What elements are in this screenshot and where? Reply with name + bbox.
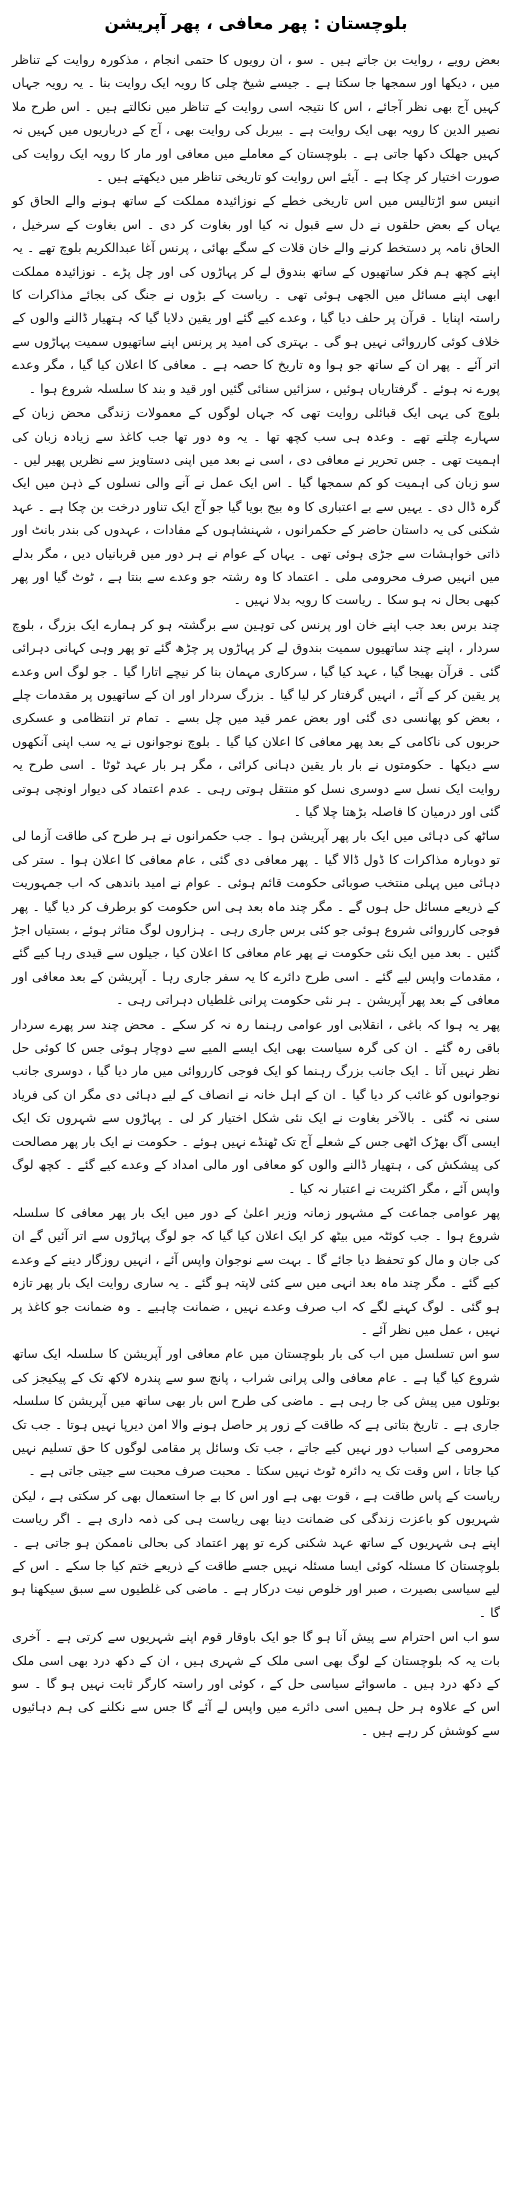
- article-headline: بلوچستان : پھر معافی ، پھر آپریشن: [104, 14, 408, 34]
- article-paragraph-1: بعض رویے ، روایت بن جاتے ہیں ۔ سو ، ان رویوں کا حتمی انجام ، مذکورہ روایت کے تناظر میں ، دیکھا اور سمجھا جا سکتا ہے ۔ جیسے شیخ چلی کا رویہ ایک روایت بنا ۔ یہ رویہ جہاں کہیں آج بھی نظر آجائے ، اس کا نتیجہ اسی روایت کے تناظر میں نکالتے ہیں ۔ اس طرح ملا نصیر الدین کا رویہ بھی ایک روایت ہے ۔ بیربل کی روایت بھی ، آج کے درباریوں میں کہیں نہ کہیں جھلک دکھا جاتی ہے ۔ بلوچستان کے معاملے میں معافی اور مار کا رویہ ایک روایت کی صورت اختیار کر چکا ہے ۔ آیئے اس روایت کو تاریخی تناظر میں دیکھتے ہیں ۔: [12, 52, 500, 185]
- article-paragraph-3: بلوچ کی یہی ایک قبائلی روایت تھی کہ جہاں لوگوں کے معمولات زندگی محض زبان کے سہارے چلتے تھے ۔ وعدہ ہی سب کچھ تھا ۔ یہ وہ دور تھا جب کاغذ سے زیادہ زبان کی اہمیت تھی ۔ جس تحریر نے معافی دی ، اسی نے بعد میں اپنی دستاویز سے نظریں پھیر لیں ۔ سو زبان کی اہمیت کو کم سمجھا گیا ۔ اس ایک عمل نے آنے والی نسلوں کے ذہن میں ایک گرہ ڈال دی ۔ یہیں سے بے اعتباری کا وہ بیج بویا گیا جو آج ایک تناور درخت بن چکا ہے ۔ عہد شکنی کی یہ داستان حاضر کے حکمرانوں ، شہنشاہوں کے مفادات ، عہدوں کی بندر بانٹ اور ذاتی خواہشات سے جڑی ہوئی تھی ۔ یہاں کے عوام نے ہر دور میں قربانیاں دیں ، مگر بدلے میں انہیں صرف محرومی ملی ۔ اعتماد کا وہ رشتہ جو وعدے سے بنتا ہے ، ٹوٹ گیا اور پھر کبھی بحال نہ ہو سکا ۔ ریاست کا رویہ بدلا نہیں ۔: [12, 405, 500, 608]
- article-paragraph-6: پھر یہ ہوا کہ باغی ، انقلابی اور عوامی رہنما رہ نہ کر سکے ۔ محض چند سر پھرے سردار باقی رہ گئے ۔ ان کی گرہ سیاست بھی ایک ایسے المیے سے دوچار ہوئی جس کا کوئی حل نظر نہیں آتا ۔ ایک جانب بزرگ رہنما کو ایک فوجی کارروائی میں مار دیا گیا ، دوسری جانب نوجوانوں کو غائب کر دیا گیا ۔ ان کے اہل خانہ نے انصاف کے لیے دہائی دی مگر ان کی فریاد سنی نہ گئی ۔ بالآخر بغاوت نے ایک نئی شکل اختیار کر لی ۔ پہاڑوں سے شہروں تک ایک ایسی آگ بھڑک اٹھی جس کے شعلے آج تک ٹھنڈے نہیں ہوئے ۔ حکومت نے ایک بار پھر مصالحت کی پیشکش کی ، ہتھیار ڈالنے والوں کو معافی اور مالی امداد کے وعدے کیے گئے ۔ کچھ لوگ واپس آئے ، مگر اکثریت نے اعتبار نہ کیا ۔: [12, 1016, 500, 1196]
- article-paragraph-4: چند برس بعد جب اپنے خان اور پرنس کی توہین سے برگشتہ ہو کر ہمارے ایک بزرگ ، بلوچ سردار ، اپنے چند ساتھیوں سمیت بندوق لے کر پہاڑوں پر چڑھ گئے تو پھر وہی کہانی دہرائی گئی ۔ قرآن بھیجا گیا ، عہد کیا گیا ، سرکاری مہمان بنا کر نیچے اتارا گیا ۔ جو لوگ اس وعدے پر یقین کر کے آئے ، انہیں گرفتار کر لیا گیا ۔ بزرگ سردار اور ان کے ساتھیوں پر مقدمات چلے ، بعض کو پھانسی دی گئی اور بعض عمر قید میں چل بسے ۔ تمام تر انتظامی و عسکری حربوں کی ناکامی کے بعد پھر معافی کا اعلان کیا گیا ۔ بلوچ نوجوانوں نے یہ سب اپنی آنکھوں سے دیکھا ۔ حکومتوں نے بار بار یقین دہانی کرائی ، مگر ہر بار عہد ٹوٹا ۔ اسی طرح یہ روایت ایک نسل سے دوسری نسل کو منتقل ہوتی رہی ۔ عدم اعتماد کی دیوار اونچی ہوتی گئی اور درمیان کا فاصلہ بڑھتا چلا گیا ۔: [12, 616, 500, 819]
- article-paragraph-7: پھر عوامی جماعت کے مشہور زمانہ وزیر اعلیٰ کے دور میں ایک بار پھر معافی کا سلسلہ شروع ہوا ۔ جب کوئٹہ میں بیٹھ کر ایک اعلان کیا گیا کہ جو لوگ پہاڑوں سے اتر آئیں گے ان کی جان و مال کو تحفظ دیا جائے گا ۔ بہت سے نوجوان واپس آئے ، انہیں روزگار دینے کے وعدے کیے گئے ۔ مگر چند ماہ بعد انہی میں سے کئی لاپتہ ہو گئے ۔ یہ ساری روایت ایک بار پھر تازہ ہو گئی ۔ لوگ کہنے لگے کہ اب صرف وعدے نہیں ، ضمانت چاہیے ۔ وہ ضمانت جو کاغذ پر نہیں ، عمل میں نظر آئے ۔: [12, 1204, 500, 1337]
- article-paragraph-5: ساٹھ کی دہائی میں ایک بار پھر آپریشن ہوا ۔ جب حکمرانوں نے ہر طرح کی طاقت آزما لی تو دوبارہ مذاکرات کا ڈول ڈالا گیا ۔ پھر معافی دی گئی ، عام معافی کا اعلان ہوا ۔ ستر کی دہائی میں پہلی منتخب صوبائی حکومت قائم ہوئی ۔ عوام نے امید باندھی کہ اب جمہوریت کے ذریعے مسائل حل ہوں گے ۔ مگر چند ماہ بعد ہی اس حکومت کو برطرف کر دیا گیا ۔ پھر فوجی کارروائی شروع ہوئی جو کئی برس جاری رہی ۔ ہزاروں لوگ متاثر ہوئے ، بستیاں اجڑ گئیں ۔ بعد میں ایک نئی حکومت نے پھر عام معافی کا اعلان کیا ، جیلوں سے قیدی رہا کیے گئے ، مقدمات واپس لیے گئے ۔ اسی طرح دائرے کا یہ سفر جاری رہا ۔ آپریشن کے بعد معافی اور معافی کے بعد پھر آپریشن ۔ ہر نئی حکومت پرانی غلطیاں دہراتی رہی ۔: [12, 828, 500, 1008]
- article-paragraph-8: سو اس تسلسل میں اب کی بار بلوچستان میں عام معافی اور آپریشن کا سلسلہ ایک ساتھ شروع کیا گیا ہے ۔ عام معافی والی پرانی شراب ، پانچ سو سے پندرہ لاکھ تک کے پیکیجز کی بوتلوں میں پیش کی جا رہی ہے ۔ ماضی کی طرح اس بار بھی ساتھ میں آپریشن کا سلسلہ جاری ہے ۔ تاریخ بتاتی ہے کہ طاقت کے زور پر حاصل ہونے والا امن دیرپا نہیں ہوتا ۔ جب تک محرومی کے اسباب دور نہیں کیے جاتے ، جب تک وسائل پر مقامی لوگوں کا حق تسلیم نہیں کیا جاتا ، اس وقت تک یہ دائرہ ٹوٹ نہیں سکتا ۔ محبت صرف محبت سے جیتی جاتی ہے ۔: [12, 1346, 500, 1479]
- article-paragraph-2: انیس سو اڑتالیس میں اس تاریخی خطے کے نوزائیدہ مملکت کے ساتھ ہونے والے الحاق کو یہاں کے بعض حلقوں نے دل سے قبول نہ کیا اور بغاوت کر دی ۔ اس بغاوت کے سرخیل ، الحاق نامہ پر دستخط کرنے والے خان قلات کے سگے بھائی ، پرنس آغا عبدالکریم بلوچ تھے ۔ یہ اپنے کچھ ہم فکر ساتھیوں کے ساتھ بندوق لے کر پہاڑوں کی اور چل پڑے ۔ نوزائیدہ مملکت ابھی اپنے مسائل میں الجھی ہوئی تھی ۔ ریاست کے بڑوں نے جنگ کی بجائے مذاکرات کا راستہ اپنایا ۔ قرآن پر حلف دیا گیا ، وعدے کیے گئے اور یقین دلایا گیا کہ ہتھیار ڈالنے والوں کے خلاف کوئی کارروائی نہیں ہو گی ۔ بہتری کی امید پر پرنس اپنے ساتھیوں سمیت پہاڑوں سے اتر آئے ۔ پھر ان کے ساتھ جو ہوا وہ تاریخ کا حصہ ہے ۔ معافی کا اعلان کیا گیا ، مگر وعدے پورے نہ ہوئے ۔ گرفتاریاں ہوئیں ، سزائیں سنائی گئیں اور قید و بند کا سلسلہ شروع ہوا ۔: [12, 193, 500, 396]
- article-paragraph-10: سو اب اس احترام سے پیش آنا ہو گا جو ایک باوقار قوم اپنے شہریوں سے کرتی ہے ۔ آخری بات یہ کہ بلوچستان کے لوگ بھی اسی ملک کے شہری ہیں ، ان کے دکھ درد بھی اسی ملک کے دکھ درد ہیں ۔ ماسوائے سیاسی حل کے ، کوئی اور راستہ کارگر ثابت نہیں ہو گا ۔ سو اس کے علاوہ ہر حل ہمیں اسی دائرے میں واپس لے آئے گا جس سے نکلنے کی ہم دہائیوں سے کوشش کر رہے ہیں ۔: [12, 1629, 500, 1738]
- article-paragraph-9: ریاست کے پاس طاقت ہے ، قوت بھی ہے اور اس کا بے جا استعمال بھی کر سکتی ہے ، لیکن شہریوں کو باعزت زندگی کی ضمانت دینا بھی ریاست ہی کی ذمہ داری ہے ۔ اگر ریاست اپنے ہی شہریوں کے ساتھ عہد شکنی کرے تو پھر اعتماد کی بحالی ناممکن ہو جاتی ہے ۔ بلوچستان کا مسئلہ کوئی ایسا مسئلہ نہیں جسے طاقت کے ذریعے ختم کیا جا سکے ۔ اس کے لیے سیاسی بصیرت ، صبر اور خلوص نیت درکار ہے ۔ ماضی کی غلطیوں سے سبق سیکھنا ہو گا ۔: [12, 1487, 500, 1620]
